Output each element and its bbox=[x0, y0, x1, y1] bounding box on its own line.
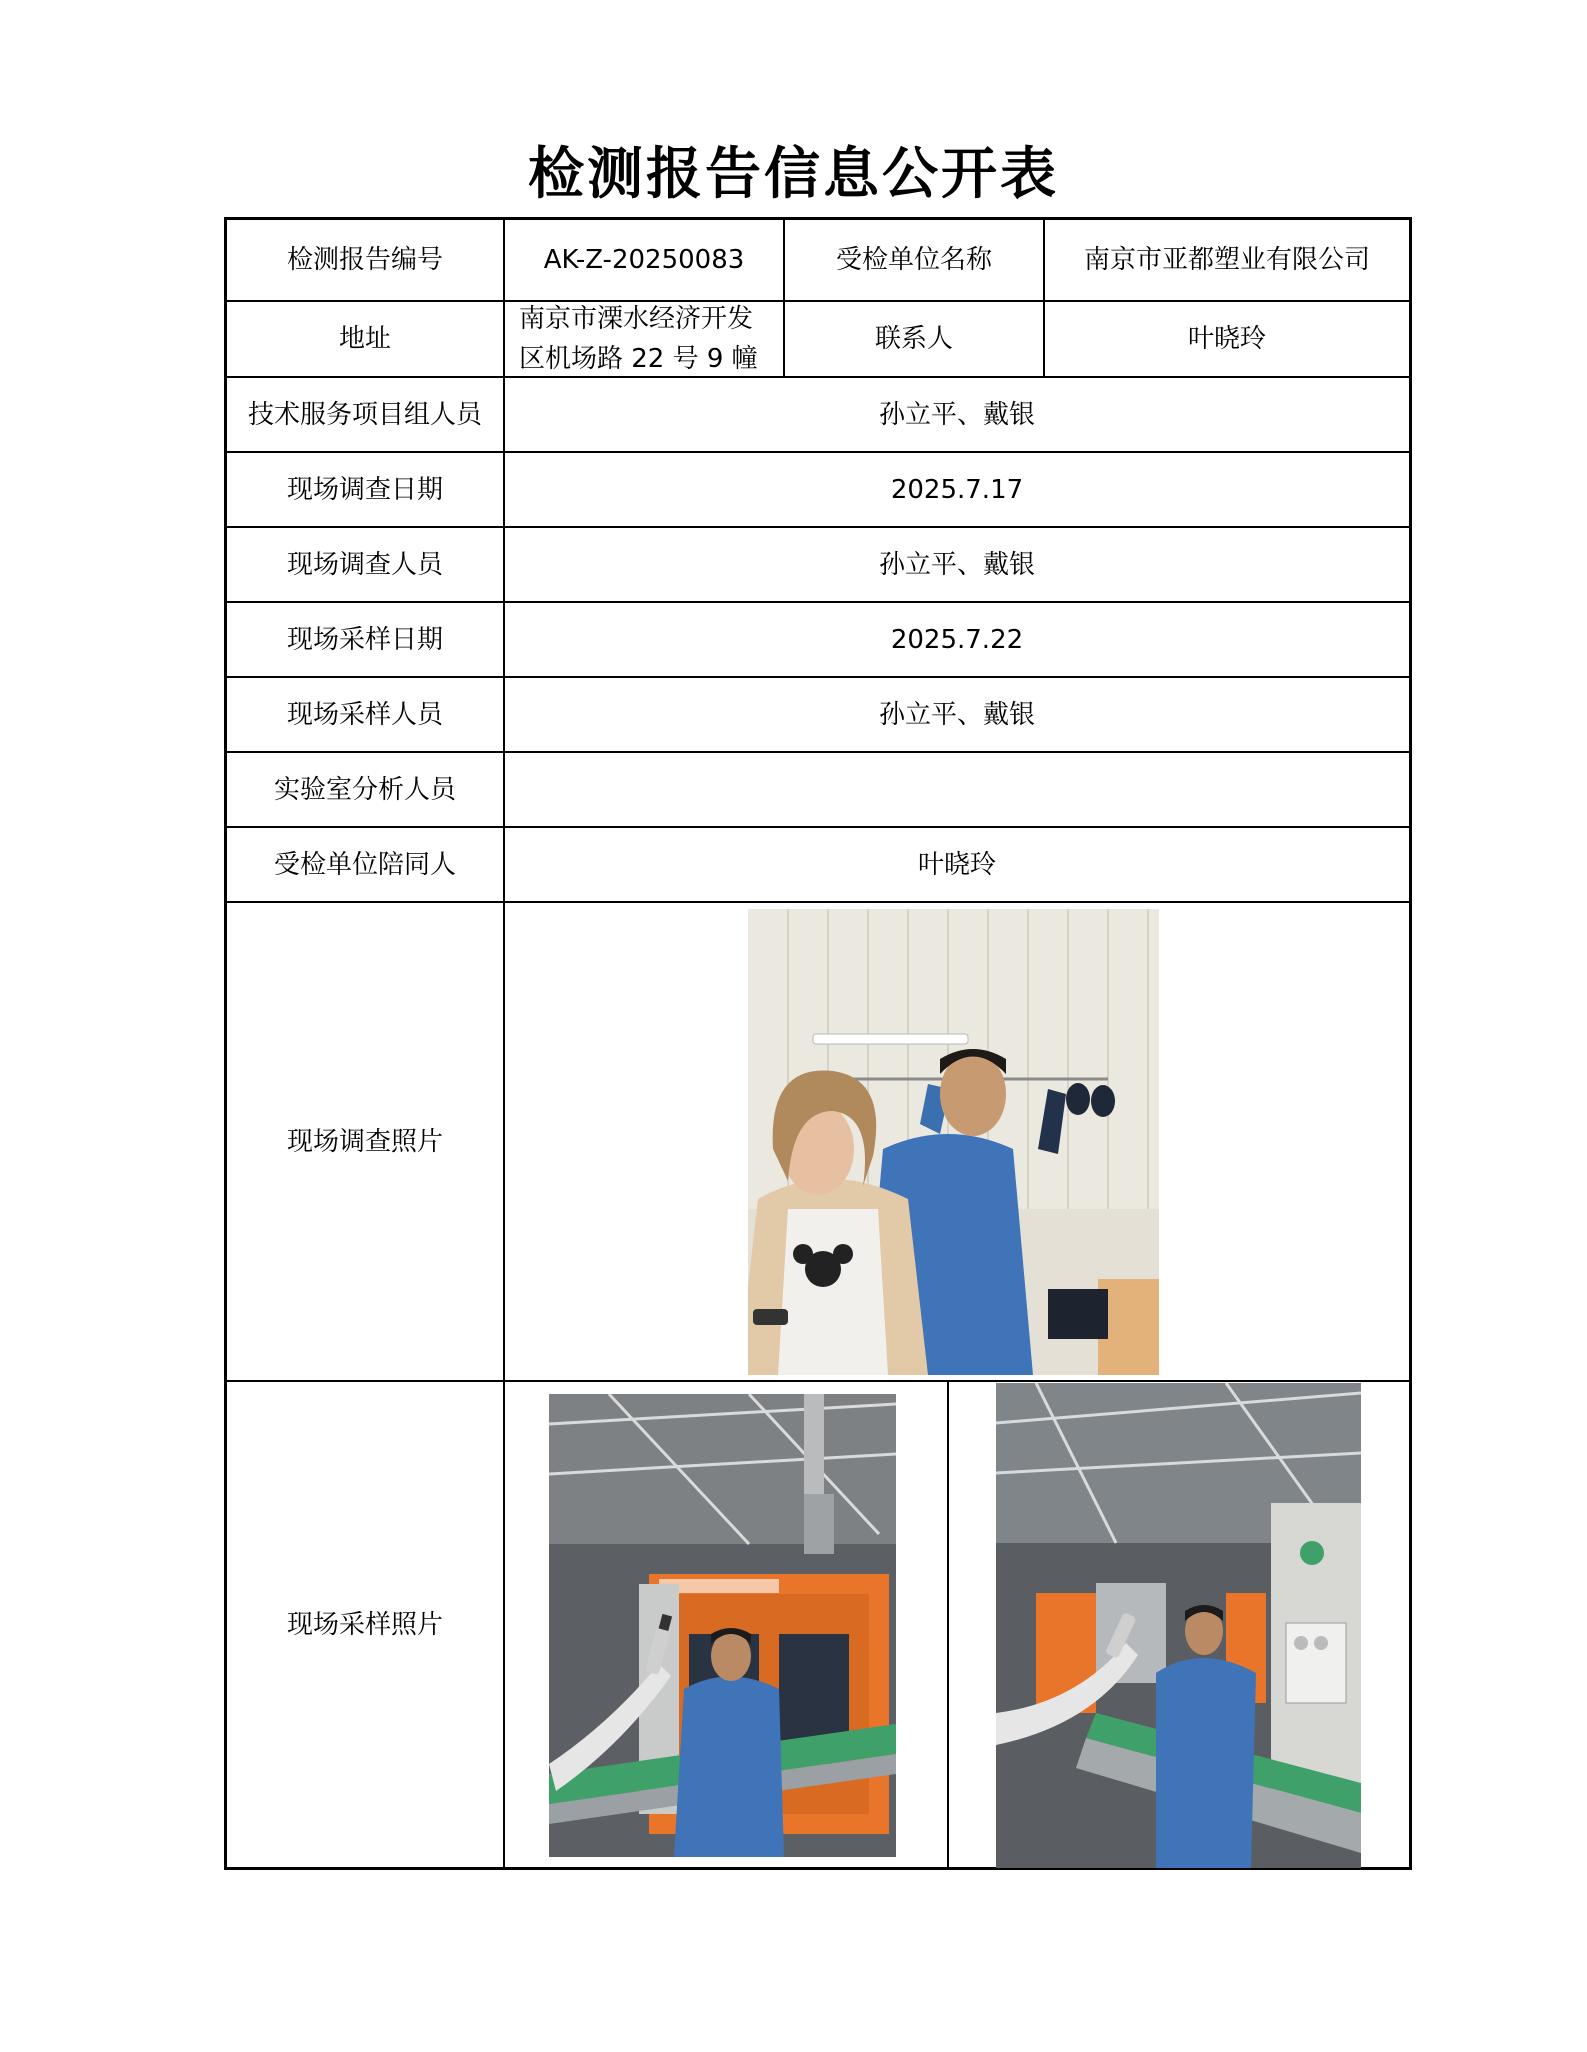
report-no-value: AK-Z-20250083 bbox=[543, 245, 745, 275]
sampling-photo-label: 现场采样照片 bbox=[286, 1609, 443, 1640]
team-label: 技术服务项目组人员 bbox=[247, 399, 482, 430]
survey-date-label: 现场调查日期 bbox=[286, 474, 443, 505]
survey-staff-value: 孙立平、戴银 bbox=[878, 549, 1035, 580]
sampling-date-value: 2025.7.22 bbox=[890, 624, 1024, 655]
escort-value: 叶晓玲 bbox=[917, 849, 996, 880]
team-value: 孙立平、戴银 bbox=[878, 399, 1035, 430]
sampling-photo-2 bbox=[996, 1383, 1361, 1868]
survey-photo-label: 现场调查照片 bbox=[286, 1126, 443, 1157]
survey-staff-label: 现场调查人员 bbox=[286, 549, 443, 580]
address-value bbox=[505, 302, 783, 376]
address-line-1: 南京市溧水经济开发 bbox=[519, 304, 754, 334]
sampling-date-label: 现场采样日期 bbox=[286, 624, 443, 655]
page-title: 检测报告信息公开表 bbox=[528, 141, 1059, 207]
unit-name-label: 受检单位名称 bbox=[835, 245, 992, 275]
report-no-label: 检测报告编号 bbox=[286, 245, 443, 275]
address-label: 地址 bbox=[338, 324, 391, 354]
lab-staff-label: 实验室分析人员 bbox=[273, 774, 456, 805]
sampling-staff-value: 孙立平、戴银 bbox=[878, 699, 1035, 730]
address-line-2: 区机场路 22 号 9 幢 bbox=[519, 344, 758, 374]
survey-photo bbox=[748, 909, 1159, 1375]
sampling-staff-label: 现场采样人员 bbox=[286, 699, 443, 730]
escort-label: 受检单位陪同人 bbox=[273, 849, 456, 880]
contact-value: 叶晓玲 bbox=[1187, 324, 1266, 354]
sampling-photo-1 bbox=[549, 1394, 896, 1857]
unit-name-value: 南京市亚都塑业有限公司 bbox=[1083, 245, 1370, 275]
survey-date-value: 2025.7.17 bbox=[890, 474, 1024, 505]
contact-label: 联系人 bbox=[874, 324, 953, 354]
lab-staff-value bbox=[505, 753, 1409, 826]
